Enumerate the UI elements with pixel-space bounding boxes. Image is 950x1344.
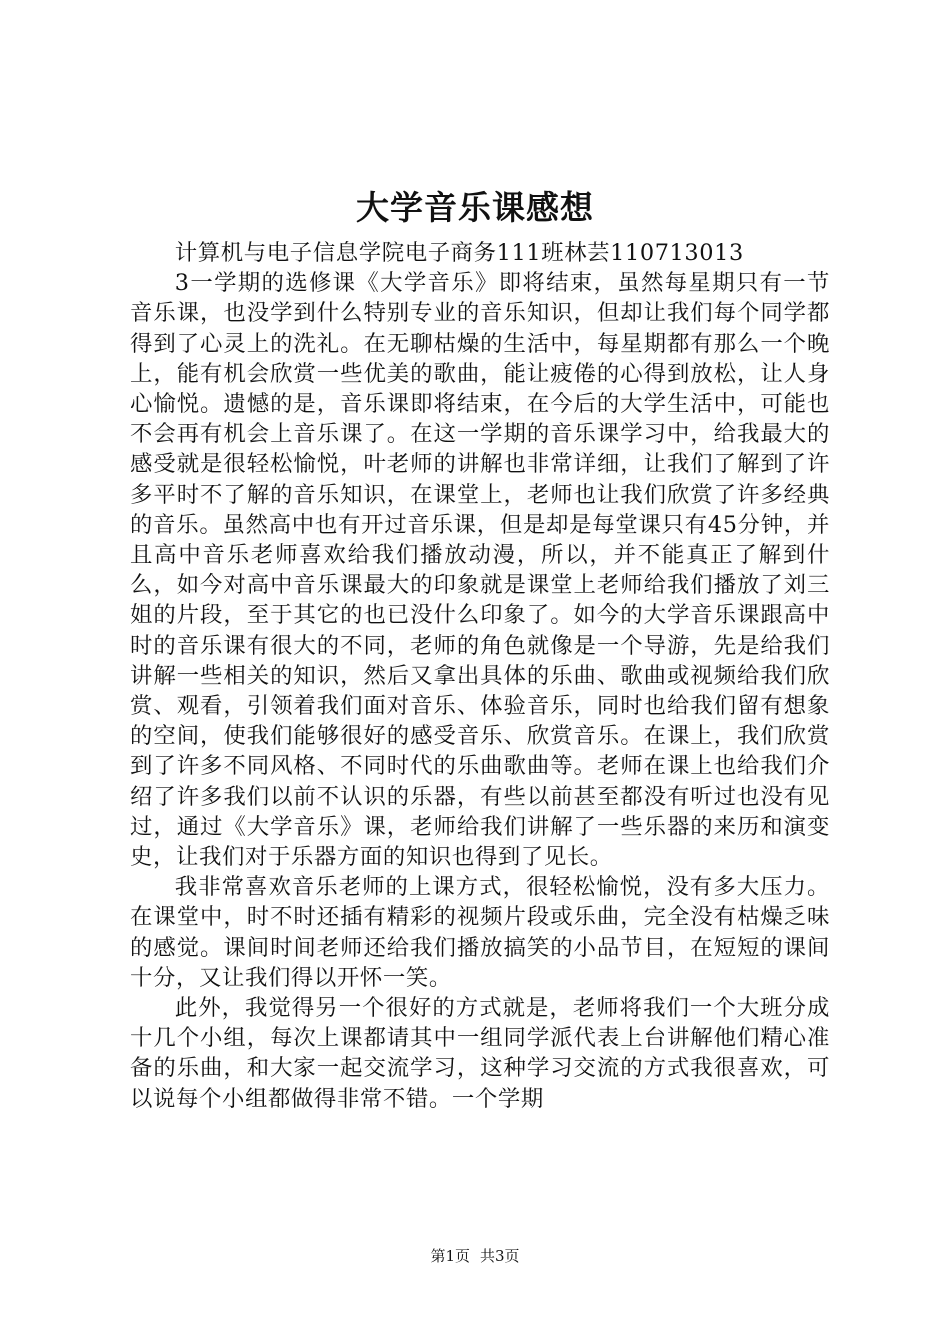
page-total: 共3页 [480,1247,520,1265]
body-paragraph-3: 此外，我觉得另一个很好的方式就是，老师将我们一个大班分成十几个小组，每次上课都请其中一组同学派代表上台讲解他们精心准备的乐曲，和大家一起交流学习，这种学习交流的方式我很喜欢，可以说每个小组都做得非常不错。一个学期 [130,995,830,1112]
page-footer [0,1246,950,1266]
author-line: 计算机与电子信息学院电子商务111班林芸110713013 [174,240,744,266]
document-title: 大学音乐课感想 [356,188,594,227]
document-body [130,238,830,1114]
body-paragraph-2: 我非常喜欢音乐老师的上课方式，很轻松愉悦，没有多大压力。在课堂中，时不时还插有精彩的视频片段或乐曲，完全没有枯燥乏味的感觉。课间时间老师还给我们播放搞笑的小品节目，在短短的课间十分，又让我们得以开怀一笑。 [130,874,830,991]
body-paragraph-1: 3一学期的选修课《大学音乐》即将结束，虽然每星期只有一节音乐课，也没学到什么特别专业的音乐知识，但却让我们每个同学都得到了心灵上的洗礼。在无聊枯燥的生活中，每星期都有那么一个晚上，能有机会欣赏一些优美的歌曲，能让疲倦的心得到放松，让人身心愉悦。遗憾的是，音乐课即将结束，在今后的大学生活中，可能也不会再有机会上音乐课了。在这一学期的音乐课学习中，给我最大的感受就是很轻松愉悦，叶老师的讲解也非常详细，让我们了解到了许多平时不了解的音乐知识，在课堂上，老师也让我们欣赏了许多经典的音乐。虽然高中也有开过音乐课，但是却是每堂课只有45分钟，并且高中音乐老师喜欢给我们播放动漫，所以，并不能真正了解到什么，如今对高中音乐课最大的印象就是课堂上老师给我们播放了刘三姐的片段，至于其它的也已没什么印象了。如今的大学音乐课跟高中时的音乐课有很大的不同，老师的角色就像是一个导游，先是给我们讲解一些相关的知识，然后又拿出具体的乐曲、歌曲或视频给我们欣赏、观看，引领着我们面对音乐、体验音乐，同时也给我们留有想象的空间，使我们能够很好的感受音乐、欣赏音乐。在课上，我们欣赏到了许多不同风格、不同时代的乐曲歌曲等。老师在课上也给我们介绍了许多我们以前不认识的乐器，有些以前甚至都没有听过也没有见过，通过《大学音乐》课，老师给我们讲解了一些乐器的来历和演变史，让我们对于乐器方面的知识也得到了见长。 [130,270,830,871]
page-number: 第1页 [430,1247,470,1265]
